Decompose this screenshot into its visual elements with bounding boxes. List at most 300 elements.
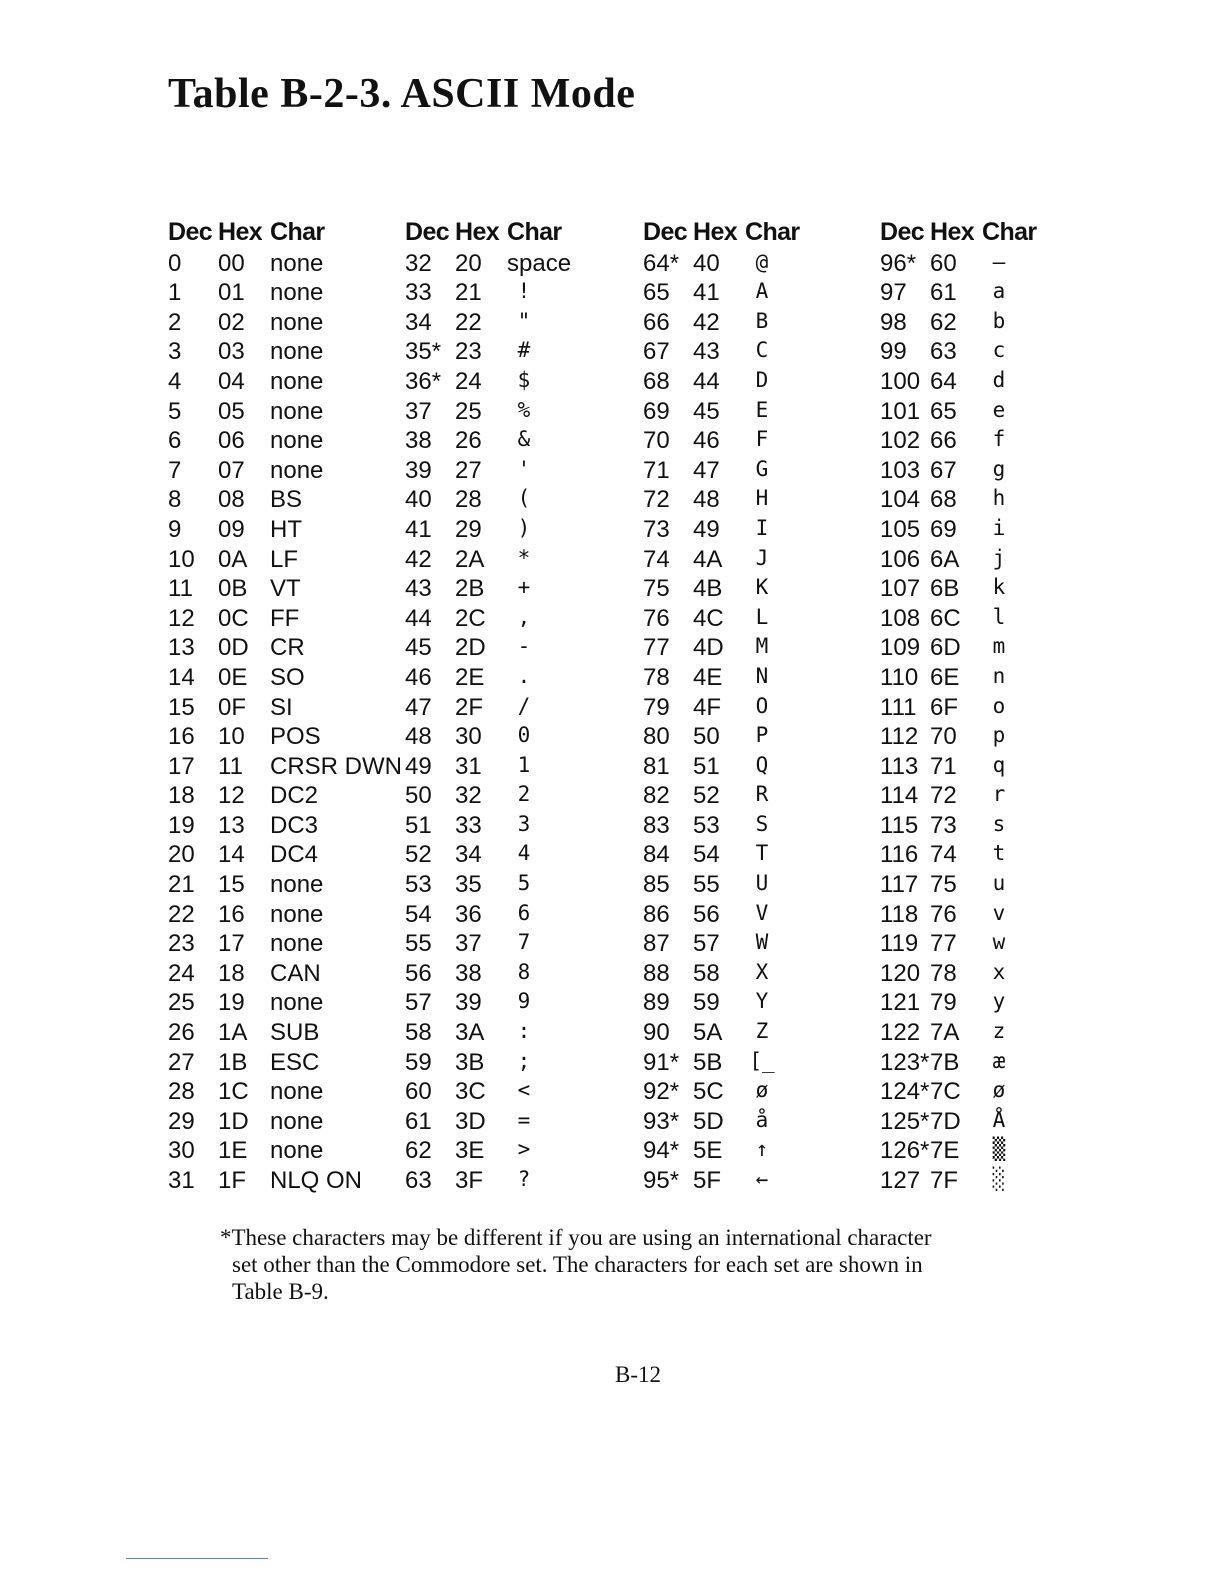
hex-cell: 59 (693, 989, 720, 1017)
char-cell: x (992, 959, 1006, 984)
header-dec: Dec (643, 218, 688, 246)
hex-cell: 49 (693, 515, 720, 543)
char-cell: 7 (517, 930, 531, 955)
table-row (168, 1106, 408, 1136)
hex-cell: 02 (218, 308, 245, 336)
table-row (168, 455, 408, 485)
char-cell: space (507, 249, 572, 277)
table-row (405, 573, 645, 603)
dec-cell: 81 (643, 752, 670, 780)
hex-cell: 50 (693, 723, 720, 751)
table-row (643, 632, 883, 662)
char-cell: @ (755, 249, 769, 274)
char-cell: 5 (517, 871, 531, 896)
char-cell: g (992, 456, 1006, 481)
hex-cell: 72 (930, 782, 957, 810)
hex-cell: 7E (930, 1137, 960, 1165)
char-cell: R (755, 782, 769, 807)
dec-cell: 1 (168, 279, 182, 307)
hex-cell: 7F (930, 1167, 959, 1194)
table-row (168, 277, 408, 307)
dec-cell: 115 (880, 811, 919, 839)
char-cell: none (270, 249, 324, 277)
dec-cell: 25 (168, 989, 195, 1017)
table-row (405, 603, 645, 633)
char-cell: $ (517, 367, 531, 392)
table-header (405, 218, 645, 248)
hex-cell: 76 (930, 900, 957, 928)
char-cell: r (992, 782, 1006, 807)
hex-cell: 2A (455, 545, 485, 573)
table-row (168, 1076, 408, 1106)
dec-cell: 11 (168, 575, 193, 603)
table-row (880, 869, 1120, 899)
table-row (880, 336, 1120, 366)
dec-cell: 122 (880, 1019, 921, 1047)
hex-cell: 11 (218, 752, 243, 780)
dec-cell: 67 (643, 338, 670, 366)
table-row (643, 780, 883, 810)
hex-cell: 4D (693, 634, 724, 662)
table-row (880, 958, 1120, 988)
dec-cell: 17 (168, 752, 195, 780)
hex-cell: 39 (455, 989, 482, 1017)
hex-cell: 23 (455, 338, 482, 366)
hex-cell: 4F (693, 693, 722, 721)
dec-cell: 106 (880, 545, 921, 573)
char-cell: O (755, 693, 769, 718)
hex-cell: 6A (930, 545, 960, 573)
table-row (880, 484, 1120, 514)
dec-cell: 12 (168, 604, 195, 632)
table-row (405, 780, 645, 810)
char-cell: CR (270, 634, 305, 662)
hex-cell: 31 (455, 752, 482, 780)
table-header (168, 218, 408, 248)
char-cell: - (517, 634, 531, 659)
dec-cell: 82 (643, 782, 670, 810)
table-row (405, 721, 645, 751)
table-row (405, 928, 645, 958)
char-cell: b (992, 308, 1006, 333)
hex-cell: 47 (693, 456, 720, 484)
hex-cell: 4C (693, 604, 724, 632)
table-column (168, 218, 408, 1195)
char-cell: ░ (992, 1167, 1006, 1191)
table-row (168, 751, 408, 781)
table-column (880, 218, 1120, 1195)
dec-cell: 104 (880, 486, 921, 514)
dec-cell: 34 (405, 308, 432, 336)
hex-cell: 58 (693, 959, 720, 987)
hex-cell: 32 (455, 782, 482, 810)
char-cell: none (270, 900, 324, 928)
header-hex: Hex (218, 218, 263, 246)
dec-cell: 19 (168, 811, 195, 839)
table-row (880, 248, 1120, 278)
hex-cell: 18 (218, 959, 245, 987)
char-cell: C (755, 338, 769, 363)
table-row (168, 425, 408, 455)
char-cell: Q (755, 752, 769, 777)
table-row (405, 514, 645, 544)
dec-cell: 84 (643, 841, 670, 869)
table-row (880, 1106, 1120, 1136)
table-row (643, 1047, 883, 1077)
hex-cell: 0D (218, 634, 249, 662)
char-cell: LF (270, 545, 299, 573)
table-header (880, 218, 1120, 248)
char-cell: a (992, 279, 1006, 304)
dec-cell: 66 (643, 308, 670, 336)
hex-cell: 52 (693, 782, 720, 810)
dec-cell: 20 (168, 841, 195, 869)
char-cell: SO (270, 663, 305, 691)
char-cell: " (517, 308, 531, 333)
table-row (880, 662, 1120, 692)
char-cell: ! (517, 279, 531, 304)
dec-cell: 48 (405, 723, 432, 751)
char-cell: DC3 (270, 811, 319, 839)
dec-cell: 24 (168, 959, 195, 987)
dec-cell: 71 (643, 456, 670, 484)
table-row (405, 396, 645, 426)
char-cell: none (270, 427, 324, 455)
char-cell: none (270, 397, 324, 425)
hex-cell: 00 (218, 249, 245, 277)
char-cell: u (992, 871, 1006, 896)
char-cell: 8 (517, 959, 531, 984)
table-row (405, 692, 645, 722)
table-row (405, 425, 645, 455)
hex-cell: 19 (218, 989, 245, 1017)
char-cell: æ (992, 1048, 1006, 1073)
dec-cell: 98 (880, 308, 907, 336)
table-row (168, 780, 408, 810)
table-row (643, 336, 883, 366)
hex-cell: 53 (693, 811, 720, 839)
hex-cell: 16 (218, 900, 245, 928)
table-row (643, 366, 883, 396)
char-cell: FF (270, 604, 300, 632)
table-column (405, 218, 645, 1195)
dec-cell: 93* (643, 1107, 680, 1135)
char-cell: < (517, 1078, 531, 1103)
table-row (643, 603, 883, 633)
dec-cell: 45 (405, 634, 432, 662)
hex-cell: 07 (218, 456, 245, 484)
dec-cell: 92* (643, 1078, 680, 1106)
table-row (643, 396, 883, 426)
dec-cell: 57 (405, 989, 432, 1017)
hex-cell: 0F (218, 693, 247, 721)
dec-cell: 111 (880, 693, 917, 721)
hex-cell: 7C (930, 1078, 961, 1106)
hex-cell: 4A (693, 545, 723, 573)
table-row (168, 721, 408, 751)
hex-cell: 24 (455, 367, 482, 395)
hex-cell: 62 (930, 308, 957, 336)
table-row (168, 396, 408, 426)
table-row (168, 307, 408, 337)
char-cell: 6 (517, 900, 531, 925)
table-row (880, 1135, 1120, 1165)
dec-cell: 51 (405, 811, 432, 839)
char-cell: 9 (517, 989, 531, 1014)
char-cell: h (992, 486, 1006, 511)
char-cell: none (270, 1078, 324, 1106)
footnote-text: These characters may be different if you are using an international character set other than the Commodore set. The characters for each set are shown in Table B-9. (231, 1225, 932, 1304)
dec-cell: 75 (643, 575, 670, 603)
dec-cell: 31 (168, 1167, 195, 1194)
char-cell: VT (270, 575, 301, 603)
table-row (643, 514, 883, 544)
header-char: Char (745, 218, 800, 246)
dec-cell: 29 (168, 1107, 195, 1135)
dec-cell: 3 (168, 338, 182, 366)
dec-cell: 99 (880, 338, 907, 366)
char-cell: none (270, 1107, 324, 1135)
char-cell: ' (517, 456, 531, 481)
footnote-marker: * (220, 1225, 232, 1250)
char-cell: y (992, 989, 1006, 1014)
table-row (880, 425, 1120, 455)
table-row (405, 987, 645, 1017)
hex-cell: 77 (930, 930, 957, 958)
dec-cell: 91* (643, 1048, 680, 1076)
hex-cell: 0B (218, 575, 248, 603)
char-cell: T (755, 841, 769, 866)
dec-cell: 23 (168, 930, 195, 958)
dec-cell: 103 (880, 456, 921, 484)
char-cell: ← (755, 1167, 769, 1191)
hex-cell: 43 (693, 338, 720, 366)
char-cell: POS (270, 723, 321, 751)
dec-cell: 32 (405, 249, 432, 277)
char-cell: U (755, 871, 769, 896)
dec-cell: 72 (643, 486, 670, 514)
dec-cell: 53 (405, 871, 432, 899)
char-cell: none (270, 1137, 324, 1165)
dec-cell: 125* (880, 1107, 930, 1135)
hex-cell: 5F (693, 1167, 722, 1194)
char-cell: none (270, 279, 324, 307)
table-row (643, 928, 883, 958)
char-cell: ø (992, 1078, 1006, 1103)
dec-cell: 109 (880, 634, 921, 662)
table-row (168, 810, 408, 840)
hex-cell: 5C (693, 1078, 724, 1106)
header-dec: Dec (168, 218, 213, 246)
char-cell: G (755, 456, 769, 481)
hex-cell: 6D (930, 634, 961, 662)
dec-cell: 6 (168, 427, 182, 455)
dec-cell: 107 (880, 575, 921, 603)
hex-cell: 0E (218, 663, 248, 691)
dec-cell: 2 (168, 308, 182, 336)
dec-cell: 26 (168, 1019, 195, 1047)
char-cell: HT (270, 515, 302, 543)
dec-cell: 87 (643, 930, 670, 958)
hex-cell: 15 (218, 871, 245, 899)
hex-cell: 34 (455, 841, 482, 869)
hex-cell: 13 (218, 811, 245, 839)
char-cell: , (517, 604, 531, 629)
hex-cell: 1C (218, 1078, 249, 1106)
char-cell: e (992, 397, 1006, 422)
hex-cell: 28 (455, 486, 482, 514)
table-row (643, 899, 883, 929)
table-row (880, 366, 1120, 396)
hex-cell: 25 (455, 397, 482, 425)
hex-cell: 56 (693, 900, 720, 928)
char-cell: t (992, 841, 1006, 866)
dec-cell: 97 (880, 279, 907, 307)
dec-cell: 73 (643, 515, 670, 543)
hex-cell: 4E (693, 663, 723, 691)
char-cell: N (755, 663, 769, 688)
hex-cell: 3E (455, 1137, 485, 1165)
char-cell: f (992, 427, 1006, 452)
table-row (405, 1135, 645, 1165)
char-cell: none (270, 338, 324, 366)
table-row (643, 692, 883, 722)
dec-cell: 116 (880, 841, 919, 869)
hex-cell: 48 (693, 486, 720, 514)
table-row (643, 455, 883, 485)
table-row (643, 573, 883, 603)
hex-cell: 79 (930, 989, 957, 1017)
char-cell: q (992, 752, 1006, 777)
char-cell: E (755, 397, 769, 422)
table-row (405, 1106, 645, 1136)
table-row (405, 839, 645, 869)
char-cell: # (517, 338, 531, 363)
char-cell: Å (992, 1107, 1006, 1132)
char-cell: j (992, 545, 1006, 570)
char-cell: ( (517, 486, 531, 511)
hex-cell: 71 (930, 752, 957, 780)
dec-cell: 4 (168, 367, 182, 395)
table-row (168, 1165, 408, 1195)
dec-cell: 22 (168, 900, 195, 928)
table-row (168, 484, 408, 514)
dec-cell: 121 (880, 989, 921, 1017)
dec-cell: 38 (405, 427, 432, 455)
hex-cell: 21 (455, 279, 482, 307)
dec-cell: 56 (405, 959, 432, 987)
hex-cell: 27 (455, 456, 482, 484)
char-cell: none (270, 308, 324, 336)
table-row (405, 1165, 645, 1195)
dec-cell: 62 (405, 1137, 432, 1165)
hex-cell: 42 (693, 308, 720, 336)
dec-cell: 28 (168, 1078, 195, 1106)
char-cell: K (755, 575, 769, 600)
hex-cell: 44 (693, 367, 720, 395)
char-cell: A (755, 279, 769, 304)
table-row (880, 751, 1120, 781)
table-row (880, 810, 1120, 840)
dec-cell: 0 (168, 249, 182, 277)
char-cell: 3 (517, 811, 531, 836)
dec-cell: 83 (643, 811, 670, 839)
table-row (168, 366, 408, 396)
table-row (880, 780, 1120, 810)
table-row (643, 307, 883, 337)
dec-cell: 88 (643, 959, 670, 987)
table-row (168, 987, 408, 1017)
char-cell: F (755, 427, 769, 452)
table-row (405, 958, 645, 988)
table-row (405, 1047, 645, 1077)
dec-cell: 61 (405, 1107, 432, 1135)
char-cell: ø (755, 1078, 769, 1103)
hex-cell: 3B (455, 1048, 485, 1076)
hex-cell: 46 (693, 427, 720, 455)
table-row (880, 692, 1120, 722)
dec-cell: 54 (405, 900, 432, 928)
dec-cell: 58 (405, 1019, 432, 1047)
hex-cell: 38 (455, 959, 482, 987)
hex-cell: 17 (218, 930, 245, 958)
char-cell: c (992, 338, 1006, 363)
char-cell: J (755, 545, 769, 570)
table-row (405, 751, 645, 781)
dec-cell: 7 (168, 456, 182, 484)
hex-cell: 2F (455, 693, 484, 721)
dec-cell: 85 (643, 871, 670, 899)
char-cell: 1 (517, 752, 531, 777)
char-cell: I (755, 515, 769, 540)
header-dec: Dec (880, 218, 925, 246)
dec-cell: 95* (643, 1167, 680, 1194)
table-row (168, 899, 408, 929)
hex-cell: 3D (455, 1107, 486, 1135)
hex-cell: 41 (693, 279, 720, 307)
dec-cell: 39 (405, 456, 432, 484)
char-cell: > (517, 1137, 531, 1162)
hex-cell: 1E (218, 1137, 248, 1165)
table-row (643, 1106, 883, 1136)
hex-cell: 08 (218, 486, 245, 514)
dec-cell: 110 (880, 663, 919, 691)
char-cell: v (992, 900, 1006, 925)
dec-cell: 33 (405, 279, 432, 307)
table-row (405, 248, 645, 278)
dec-cell: 42 (405, 545, 432, 573)
hex-cell: 6F (930, 693, 959, 721)
hex-cell: 03 (218, 338, 245, 366)
char-cell: CAN (270, 959, 321, 987)
hex-cell: 66 (930, 427, 957, 455)
hex-cell: 30 (455, 723, 482, 751)
hex-cell: 1D (218, 1107, 249, 1135)
hex-cell: 26 (455, 427, 482, 455)
table-row (405, 899, 645, 929)
dec-cell: 49 (405, 752, 432, 780)
table-header (643, 218, 883, 248)
table-row (168, 928, 408, 958)
char-cell: S (755, 811, 769, 836)
dec-cell: 46 (405, 663, 432, 691)
table-row (880, 1047, 1120, 1077)
dec-cell: 86 (643, 900, 670, 928)
hex-cell: 6E (930, 663, 960, 691)
table-row (168, 1047, 408, 1077)
table-row (643, 839, 883, 869)
char-cell: SUB (270, 1019, 320, 1047)
